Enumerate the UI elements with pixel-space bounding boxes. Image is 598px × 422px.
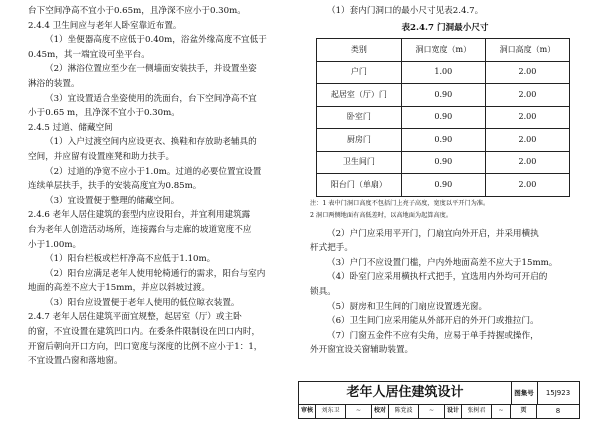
right-text-line: 外开窗宜设关窗辅助装置。	[310, 345, 414, 356]
check-signature: ~	[419, 404, 445, 418]
left-text-line: （2）过道的净宽不应小于1.0m。过道的必要位置宜设置	[45, 166, 262, 177]
table-cell-width: 0.90	[401, 129, 485, 152]
table-cell-height: 2.00	[485, 61, 569, 84]
table-cell-width: 1.00	[401, 61, 485, 84]
left-text-line: 地面的高差不应大于15mm，并应以斜坡过渡。	[28, 283, 210, 294]
left-text-line: （2）阳台应满足老年人使用轮椅通行的需求，阳台与室内	[45, 268, 266, 279]
design-signature: ~	[492, 404, 511, 418]
left-text-line: 2.4.5 过道、储藏空间	[28, 122, 113, 133]
left-text-line: 2.4.6 老年人居住建筑的套型内应设阳台，并宜利用建筑露	[28, 210, 251, 221]
table-cell-height: 2.00	[485, 151, 569, 174]
table-cell-height: 2.00	[485, 84, 569, 107]
table-header-category: 类别	[317, 39, 402, 62]
page-number: 8	[555, 407, 561, 415]
left-text-line: 空间，并应留有设置座凳和助力扶手。	[28, 151, 175, 162]
check-name: 陈党波	[389, 404, 419, 418]
door-intro: （1）套内门洞口的最小尺寸见表2.4.7。	[327, 6, 484, 16]
right-text-line: （6）卫生间门应采用能从外部开启的外开门或推拉门。	[327, 316, 539, 327]
right-text-line: （7）门窗五金件不应有尖角，应易于单手持握或操作，	[327, 330, 539, 341]
table-cell-width: 0.90	[401, 174, 485, 197]
table-cell-height: 2.00	[485, 106, 569, 129]
left-text-line: 的窗，不宜设置在建筑凹口内。在委条件限制设在凹口内时，	[28, 327, 261, 338]
table-note-2: 2 洞口两侧地面有高低差时，以高地面为起算高度。	[310, 211, 453, 219]
table-cell-width: 0.90	[401, 84, 485, 107]
left-text-line: 台下空间净高不宜小于0.65m，且净深不应小于0.30m。	[28, 6, 246, 16]
table-cell-height: 2.00	[485, 129, 569, 152]
left-text-line: 连续单层扶手，扶手的安装高度宜为0.85m。	[28, 181, 202, 192]
table-cell-width: 0.90	[401, 106, 485, 129]
right-paragraphs	[310, 227, 580, 358]
right-text-line: （5）厨房和卫生间的门扇应设置透光窗。	[327, 301, 488, 312]
table-row	[317, 151, 570, 174]
right-column	[310, 4, 580, 358]
table-header-width: 洞口宽度（m）	[401, 39, 485, 62]
left-text-line: 不宜设置凸窗和落地窗。	[28, 356, 123, 367]
atlas-label: 图集号	[511, 382, 538, 405]
right-text-line: （2）户门应采用平开门，门扇宜向外开启，并采用横执	[327, 228, 539, 239]
table-cell-width: 0.90	[401, 151, 485, 174]
left-text-line: （1）阳台栏板或栏杆净高不应低于1.10m。	[45, 254, 216, 265]
left-text-line: 2.4.7 老年人居住建筑平面宜规整，起居室（厅）或主卧	[28, 312, 242, 323]
table-row	[317, 174, 570, 197]
left-text-line: （3）宜设置适合坐姿使用的洗面台，台下空间净高不宜	[45, 93, 257, 104]
table-cell-category: 卫生间门	[317, 151, 402, 174]
design-name: 张树君	[462, 404, 492, 418]
drawing-title: 老年人居住建筑设计	[299, 382, 512, 405]
table-title: 表2.4.7 门洞最小尺寸	[401, 22, 489, 33]
left-column	[28, 4, 300, 369]
table-row	[317, 84, 570, 107]
table-row	[317, 106, 570, 129]
review-label: 审核	[299, 404, 316, 418]
table-row	[317, 129, 570, 152]
title-block	[298, 381, 580, 419]
left-text-line: （1）坐便器高度不应低于0.40m，浴盆外缘高度不宜低于	[45, 35, 267, 46]
left-text-line: 0.45m，其一端宜设可坐平台。	[28, 49, 150, 60]
left-text-line: 小于0.65 m，且净深不宜小于0.30m。	[28, 108, 180, 119]
right-text-line: 杆式把手。	[310, 243, 353, 254]
left-text-line: 开窗后朝向开口方向，凹口宽度与深度的比例不应小于1：1，	[28, 341, 263, 352]
left-text-line: （1）入户过渡空间内应设更衣、换鞋和存放助老辅具的	[45, 137, 257, 148]
review-name: 刘东卫	[316, 404, 346, 418]
left-text-line: 淋浴的装置。	[28, 78, 80, 89]
table-cell-height: 2.00	[485, 174, 569, 197]
left-text-line: 台为老年人创造活动场所，连接露台与走廊的坡道宽度不应	[28, 224, 252, 235]
table-cell-category: 起居室（厅）门	[317, 84, 402, 107]
left-text-line: （3）宜设置便于整理的储藏空间。	[45, 195, 180, 206]
review-signature: ~	[346, 404, 372, 418]
right-text-line: 锁具。	[310, 287, 336, 298]
left-text-line: 2.4.4 卫生间应与老年人卧室靠近布置。	[28, 20, 182, 31]
table-cell-category: 卧室门	[317, 106, 402, 129]
table-cell-category: 户门	[317, 61, 402, 84]
table-note-1: 注：1 表中门洞口高度不包括门上亮子高度，宽度以平开门为准。	[310, 199, 490, 207]
page-label: 页	[511, 404, 537, 418]
table-cell-category: 厨房门	[317, 129, 402, 152]
door-size-table	[316, 38, 570, 197]
left-text-line: （3）阳台应设置便于老年人使用的低位晾衣装置。	[45, 297, 240, 308]
check-label: 校对	[372, 404, 389, 418]
table-cell-category: 阳台门（单扇）	[317, 174, 402, 197]
table-row	[317, 61, 570, 84]
left-text-line: （2）淋浴位置应至少在一侧墙面安装扶手，并设置坐姿	[45, 64, 257, 75]
atlas-number: 15J923	[537, 382, 579, 405]
table-header-height: 洞口高度（m）	[485, 39, 569, 62]
design-label: 设计	[445, 404, 462, 418]
table-header-row	[317, 39, 570, 62]
right-text-line: （3）户门不应设置门槛，户内外地面高差不应大于15mm。	[327, 257, 558, 268]
right-text-line: （4）卧室门应采用横执杆式把手，宜选用内外均可开启的	[327, 272, 548, 283]
left-text-line: 小于1.00m。	[28, 239, 82, 250]
signature-row	[299, 404, 579, 418]
